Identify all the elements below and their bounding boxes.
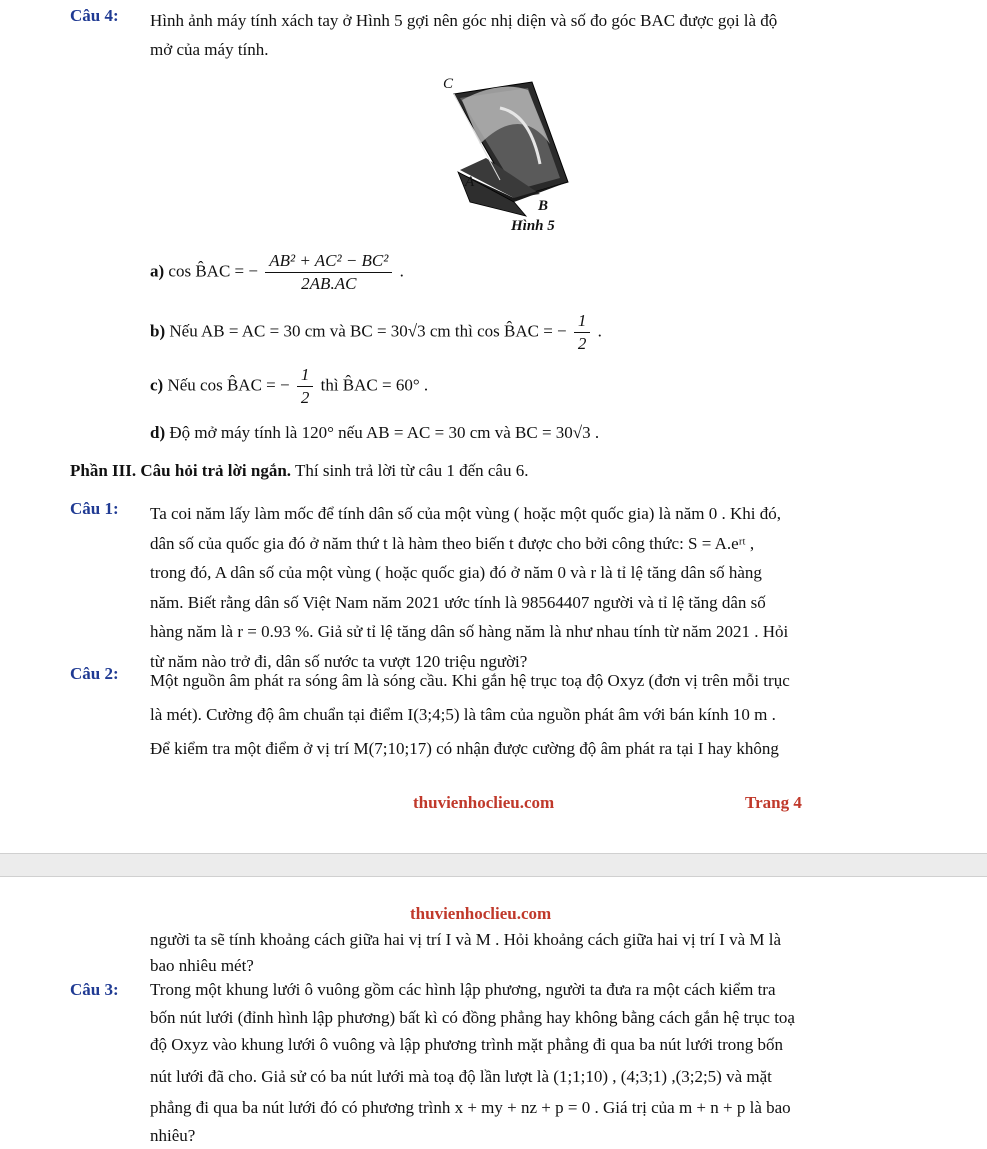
q3-text [150, 976, 920, 1149]
footer-site: thuvienhoclieu.com [413, 793, 554, 813]
q4-text-line1: Hình ảnh máy tính xách tay ở Hình 5 gợi nên góc nhị diện và số đo góc BAC được gọi là độ [150, 6, 930, 35]
q3-line: Trong một khung lưới ô vuông gồm các hình lập phương, người ta đưa ra một cách kiểm tra [150, 976, 920, 1004]
option-a-fraction [265, 250, 392, 295]
option-c-numerator: 1 [297, 364, 314, 387]
option-a-lhs: cos B̂AC = − [168, 261, 258, 280]
option-c-fraction [297, 364, 314, 409]
figure-point-b: B [538, 198, 548, 215]
q2-line: là mét). Cường độ âm chuẩn tại điểm I(3;4;5) là tâm của nguồn phát âm với bán kính 10 m . [150, 698, 920, 732]
laptop-figure [440, 74, 580, 239]
q4-label: Câu 4: [70, 6, 119, 26]
q1-line: trong đó, A dân số của một vùng ( hoặc quốc gia) đó ở năm 0 và r là tỉ lệ tăng dân số hàng [150, 558, 920, 588]
q4-text [150, 6, 930, 64]
option-c-text1: Nếu cos B̂AC = − [167, 375, 289, 394]
figure-point-a: A [465, 174, 474, 191]
q2-cont-line: bao nhiêu mét? [150, 953, 920, 979]
option-b-label: b) [150, 321, 165, 340]
q3-line: nhiêu? [150, 1122, 920, 1149]
q2-label: Câu 2: [70, 664, 119, 684]
q3-line: phẳng đi qua ba nút lưới đó có phương trình x + my + nz + p = 0 . Giá trị của m + n + p là bao [150, 1094, 920, 1122]
part3-heading [70, 461, 528, 481]
part3-rest: Thí sinh trả lời từ câu 1 đến câu 6. [291, 461, 528, 480]
q2-line: Một nguồn âm phát ra sóng âm là sóng cầu. Khi gắn hệ trục toạ độ Oxyz (đơn vị trên mỗi trục [150, 664, 920, 698]
q3-line: độ Oxyz vào khung lưới ô vuông và lập phương trình mặt phẳng đi qua ba nút lưới trong bốn [150, 1031, 920, 1059]
option-a-numerator: AB² + AC² − BC² [265, 250, 392, 273]
option-b-numerator: 1 [574, 310, 591, 333]
option-b-text: Nếu AB = AC = 30 cm và BC = 30√3 cm thì cos B̂AC = − [169, 321, 566, 340]
option-c-denominator: 2 [297, 387, 314, 409]
q1-line: dân số của quốc gia đó ở năm thứ t là hàm theo biến t được cho bởi công thức: S = A.eʳᵗ , [150, 529, 920, 559]
q1-text [150, 499, 920, 676]
q2-text [150, 664, 920, 766]
q4-option-c [150, 364, 428, 409]
header-site: thuvienhoclieu.com [410, 904, 551, 924]
option-a-denominator: 2AB.AC [265, 273, 392, 295]
q2-cont-line: người ta sẽ tính khoảng cách giữa hai vị trí I và M . Hỏi khoảng cách giữa hai vị trí I và M là [150, 927, 920, 953]
q4-option-b [150, 310, 602, 355]
page-separator [0, 853, 987, 877]
part3-title: Phần III. Câu hỏi trả lời ngắn. [70, 461, 291, 480]
q2-continued [150, 927, 920, 979]
figure-point-c: C [443, 76, 453, 93]
option-b-fraction [574, 310, 591, 355]
figure-caption: Hình 5 [511, 218, 555, 235]
q3-line: bốn nút lưới (đỉnh hình lập phương) bất kì có đồng phẳng hay không bằng cách gắn hệ trục toạ [150, 1004, 920, 1032]
q2-line: Để kiểm tra một điểm ở vị trí M(7;10;17) có nhận được cường độ âm phát ra tại I hay không [150, 732, 920, 766]
q3-label: Câu 3: [70, 980, 119, 1000]
option-c-label: c) [150, 375, 163, 394]
q4-text-line2: mở của máy tính. [150, 35, 930, 64]
option-a-label: a) [150, 261, 164, 280]
option-a-end: . [400, 261, 404, 280]
option-d-label: d) [150, 423, 165, 442]
option-c-text2: thì B̂AC = 60° . [321, 375, 429, 394]
q4-option-a [150, 250, 404, 295]
q1-line: Ta coi năm lấy làm mốc để tính dân số của một vùng ( hoặc một quốc gia) là năm 0 . Khi đó, [150, 499, 920, 529]
option-b-end: . [598, 321, 602, 340]
option-b-denominator: 2 [574, 333, 591, 355]
option-d-text: Độ mở máy tính là 120° nếu AB = AC = 30 cm và BC = 30√3 . [169, 423, 599, 442]
q1-label: Câu 1: [70, 499, 119, 519]
q1-line: hàng năm là r = 0.93 %. Giả sử tỉ lệ tăng dân số hàng năm là như nhau tính từ năm 2021 . Hỏi [150, 617, 920, 647]
q1-line: từ năm nào trở đi, dân số nước ta vượt 120 triệu người? [150, 647, 920, 677]
q4-option-d [150, 423, 599, 443]
footer-page-number: Trang 4 [745, 793, 802, 813]
q3-line: nút lưới đã cho. Giả sử có ba nút lưới mà toạ độ lần lượt là (1;1;10) , (4;3;1) ,(3;2;5) và mặt [150, 1063, 920, 1091]
q1-line: năm. Biết rằng dân số Việt Nam năm 2021 ước tính là 98564407 người và tỉ lệ tăng dân số [150, 588, 920, 618]
